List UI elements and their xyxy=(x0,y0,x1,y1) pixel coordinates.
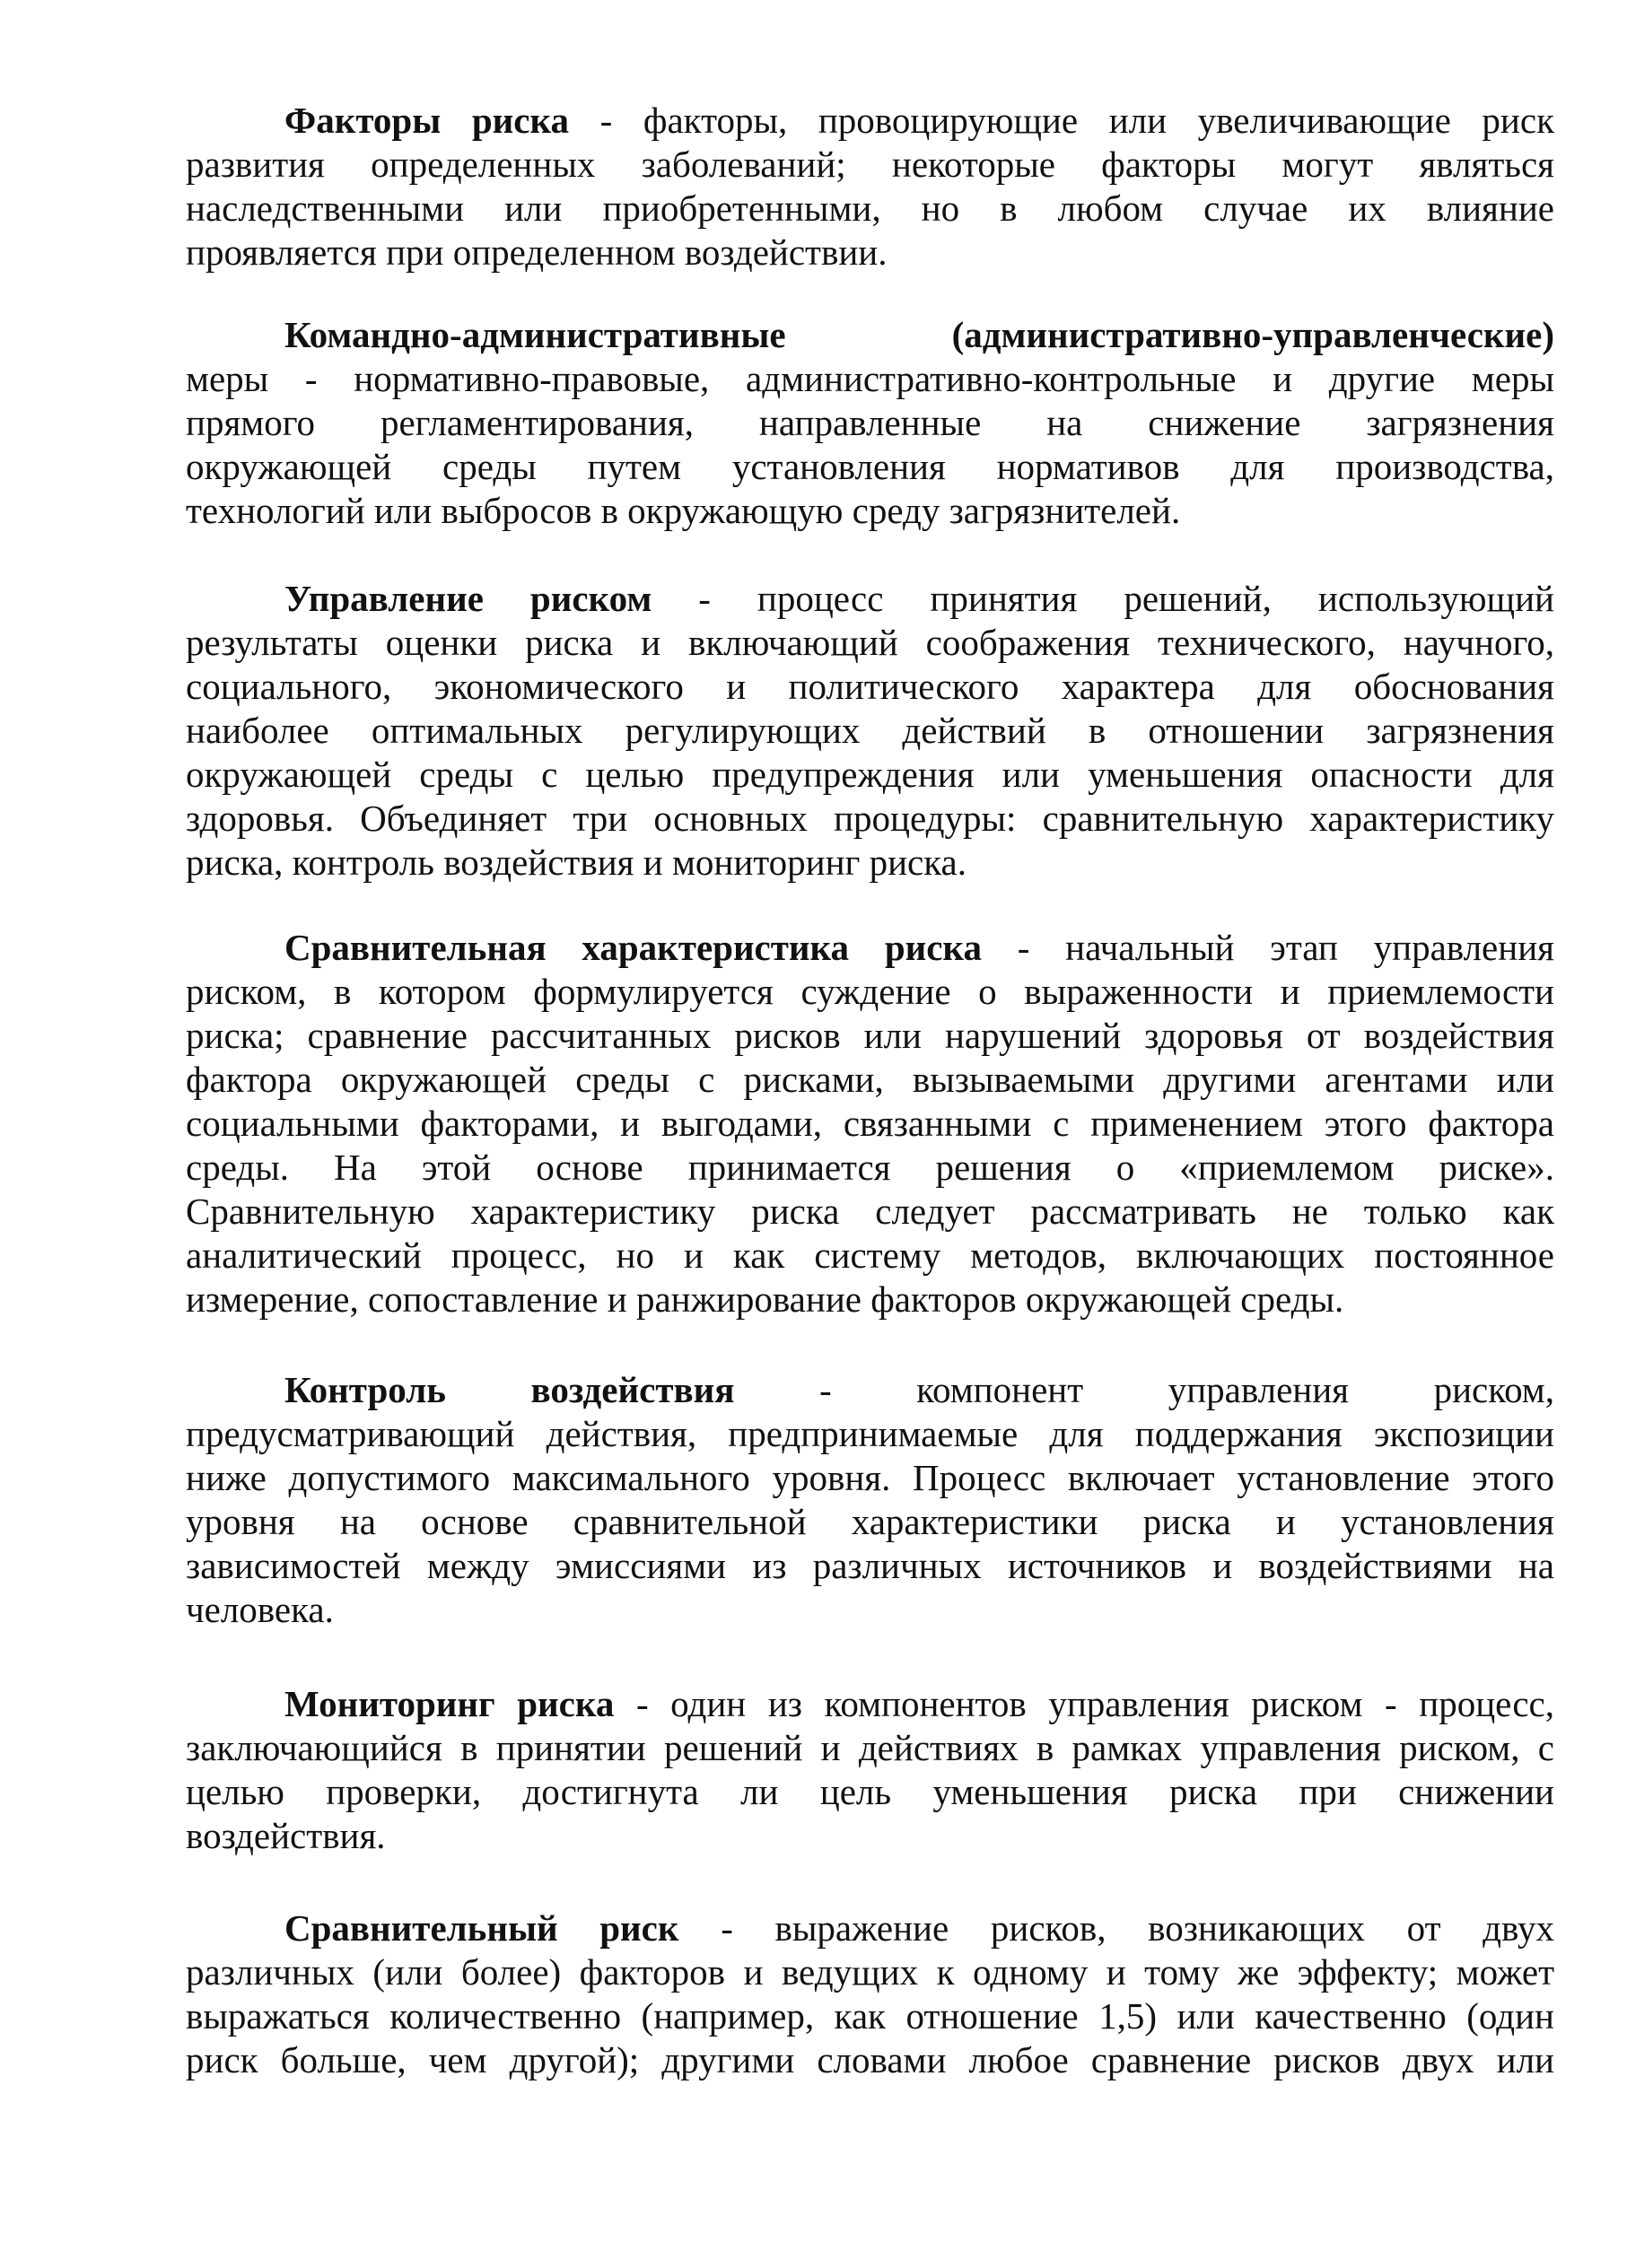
text-line: Сравнительную характеристику риска следует рассматривать не только как xyxy=(186,1191,1554,1232)
definition-risk-management xyxy=(186,577,1554,885)
text-line: риск больше, чем другой); другими словами любое сравнение рисков двух или xyxy=(186,2039,1554,2080)
text-line: зависимостей между эмиссиями из различных источников и воздействиями на xyxy=(186,1545,1554,1586)
text: - процесс принятия решений, использующий xyxy=(652,578,1554,619)
text-line: различных (или более) факторов и ведущих к одному и тому же эффекту; может xyxy=(186,1951,1554,1993)
text-line: среды. На этой основе принимается решения о «приемлемом риске». xyxy=(186,1147,1554,1188)
term: Факторы риска xyxy=(284,100,570,141)
text: - один из компонентов управления риском - процесс, xyxy=(614,1683,1554,1724)
text: - факторы, провоцирующие или увеличивающие риск xyxy=(569,100,1554,141)
term: Мониторинг риска xyxy=(284,1683,615,1724)
text-line: предусматривающий действия, предпринимаемые для поддержания экспозиции xyxy=(186,1413,1554,1454)
text-line: меры - нормативно-правовые, административно-контрольные и другие меры xyxy=(186,358,1554,399)
text-line: измерение, сопоставление и ранжирование факторов окружающей среды. xyxy=(186,1278,1344,1320)
text-line: целью проверки, достигнута ли цель уменьшения риска при снижении xyxy=(186,1771,1554,1812)
text-line: наследственными или приобретенными, но в любом случае их влияние xyxy=(186,188,1554,229)
text-line: человека. xyxy=(186,1589,334,1630)
text-line: результаты оценки риска и включающий соображения технического, научного, xyxy=(186,622,1554,663)
text-line: прямого регламентирования, направленные на снижение загрязнения xyxy=(186,402,1554,443)
first-line xyxy=(186,99,1554,143)
text-line: риском, в котором формулируется суждение о выраженности и приемлемости xyxy=(186,971,1554,1012)
first-line xyxy=(186,1906,1554,1950)
term: Сравнительная характеристика риска xyxy=(284,927,982,968)
text-line: наиболее оптимальных регулирующих действий в отношении загрязнения xyxy=(186,710,1554,751)
text-line: выражаться количественно (например, как отношение 1,5) или качественно (один xyxy=(186,1995,1554,2037)
first-line xyxy=(186,1682,1554,1726)
text-line: развития определенных заболеваний; некоторые факторы могут являться xyxy=(186,144,1554,185)
text-line: здоровья. Объединяет три основных процедуры: сравнительную характеристику xyxy=(186,798,1554,839)
definition-comparative-risk xyxy=(186,1906,1554,2082)
term: Управление риском xyxy=(284,578,652,619)
text-line: технологий или выбросов в окружающую среду загрязнителей. xyxy=(186,490,1181,531)
text-line: уровня на основе сравнительной характеристики риска и установления xyxy=(186,1501,1554,1542)
definition-exposure-control xyxy=(186,1368,1554,1632)
text-line: риска; сравнение рассчитанных рисков или нарушений здоровья от воздействия xyxy=(186,1015,1554,1056)
text-line: социальными факторами, и выгодами, связанными с применением этого фактора xyxy=(186,1103,1554,1144)
text-line: фактора окружающей среды с рисками, вызываемыми другими агентами или xyxy=(186,1059,1554,1100)
text-line: аналитический процесс, но и как систему методов, включающих постоянное xyxy=(186,1234,1554,1276)
text: - выражение рисков, возникающих от двух xyxy=(678,1907,1554,1949)
definition-risk-factors xyxy=(186,99,1554,275)
first-line xyxy=(186,577,1554,621)
first-line xyxy=(186,1368,1554,1412)
definition-command-administrative-measures xyxy=(186,313,1554,533)
text: - начальный этап управления xyxy=(981,927,1554,968)
text: - компонент управления риском, xyxy=(734,1369,1554,1410)
text-line: воздействия. xyxy=(186,1815,386,1856)
term: Контроль воздействия xyxy=(284,1369,735,1410)
text-line: ниже допустимого максимального уровня. Процесс включает установление этого xyxy=(186,1457,1554,1498)
definition-risk-monitoring xyxy=(186,1682,1554,1858)
term: Сравнительный риск xyxy=(284,1907,679,1949)
first-line xyxy=(186,926,1554,970)
text-line: окружающей среды с целью предупреждения или уменьшения опасности для xyxy=(186,754,1554,795)
first-line-term: Командно-административные (административно-управленческие) xyxy=(284,314,1554,355)
text-line: заключающийся в принятии решений и действиях в рамках управления риском, с xyxy=(186,1727,1554,1768)
text-line: риска, контроль воздействия и мониторинг риска. xyxy=(186,842,967,883)
text-line: проявляется при определенном воздействии. xyxy=(186,231,888,273)
definition-comparative-risk-characterization xyxy=(186,926,1554,1322)
text-line: окружающей среды путем установления нормативов для производства, xyxy=(186,446,1554,487)
text-line: социального, экономического и политического характера для обоснования xyxy=(186,666,1554,707)
